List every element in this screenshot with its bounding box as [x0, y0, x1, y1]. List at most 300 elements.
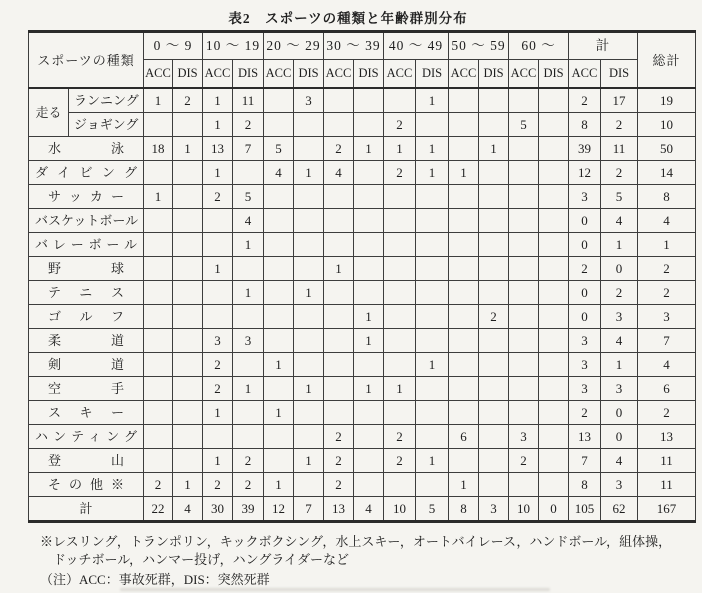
data-cell — [294, 329, 324, 353]
data-cell: 1 — [294, 377, 324, 401]
data-cell — [173, 161, 203, 185]
data-cell — [354, 281, 384, 305]
data-cell: 5 — [509, 113, 539, 137]
grand-total-header: 総計 — [638, 32, 696, 89]
data-cell: 17 — [601, 88, 638, 113]
data-cell — [509, 353, 539, 377]
data-cell: 1 — [264, 353, 294, 377]
data-cell: 8 — [569, 473, 601, 497]
data-cell — [539, 449, 569, 473]
data-cell: 2 — [569, 257, 601, 281]
data-cell — [173, 305, 203, 329]
data-cell — [539, 209, 569, 233]
data-cell: 1 — [264, 473, 294, 497]
subheader-acc: ACC — [144, 60, 173, 89]
data-cell — [144, 377, 173, 401]
data-cell — [354, 161, 384, 185]
data-cell — [479, 377, 509, 401]
data-cell — [449, 353, 479, 377]
data-cell: 8 — [449, 497, 479, 522]
data-cell: 1 — [416, 449, 449, 473]
data-cell: 1 — [203, 257, 233, 281]
row-label: ランニング — [69, 88, 144, 113]
data-cell — [233, 425, 264, 449]
data-cell — [264, 88, 294, 113]
data-cell — [294, 137, 324, 161]
data-cell — [449, 449, 479, 473]
data-cell — [479, 473, 509, 497]
data-cell: 2 — [324, 137, 354, 161]
data-cell: 2 — [384, 113, 416, 137]
data-cell — [509, 161, 539, 185]
data-cell — [449, 377, 479, 401]
data-cell — [539, 185, 569, 209]
data-cell — [354, 401, 384, 425]
data-cell — [416, 233, 449, 257]
data-cell: 1 — [203, 88, 233, 113]
data-cell: 1 — [173, 473, 203, 497]
subheader-dis: DIS — [539, 60, 569, 89]
data-cell: 6 — [638, 377, 696, 401]
col-group-header: 20 ～ 29 — [264, 32, 324, 60]
data-cell — [509, 401, 539, 425]
data-cell — [144, 257, 173, 281]
data-cell: 8 — [638, 185, 696, 209]
data-cell: 5 — [601, 185, 638, 209]
data-cell — [294, 233, 324, 257]
data-cell: 1 — [264, 401, 294, 425]
data-cell — [449, 233, 479, 257]
data-cell — [539, 353, 569, 377]
data-cell: 1 — [294, 281, 324, 305]
data-cell: 4 — [638, 209, 696, 233]
row-label: ゴルフ — [29, 305, 144, 329]
row-label: その他※ — [29, 473, 144, 497]
data-cell: 0 — [601, 257, 638, 281]
row-label: ダイビング — [29, 161, 144, 185]
row-label: 剣道 — [29, 353, 144, 377]
data-cell: 2 — [384, 449, 416, 473]
data-cell: 4 — [173, 497, 203, 522]
data-cell — [144, 449, 173, 473]
data-cell — [539, 281, 569, 305]
data-cell — [354, 113, 384, 137]
data-cell: 2 — [173, 88, 203, 113]
data-cell: 1 — [233, 233, 264, 257]
data-cell — [509, 281, 539, 305]
data-cell: 1 — [324, 257, 354, 281]
data-cell: 39 — [233, 497, 264, 522]
data-cell: 1 — [638, 233, 696, 257]
data-cell: 1 — [416, 88, 449, 113]
data-cell — [173, 449, 203, 473]
data-cell: 4 — [233, 209, 264, 233]
data-cell — [173, 425, 203, 449]
data-cell: 2 — [324, 425, 354, 449]
subheader-dis: DIS — [354, 60, 384, 89]
data-cell: 1 — [354, 137, 384, 161]
row-label: ジョギング — [69, 113, 144, 137]
data-cell: 3 — [509, 425, 539, 449]
data-cell: 3 — [233, 329, 264, 353]
data-cell — [479, 113, 509, 137]
data-cell: 3 — [569, 185, 601, 209]
data-cell — [264, 209, 294, 233]
col-group-header: 0 ～ 9 — [144, 32, 203, 60]
data-cell: 3 — [203, 329, 233, 353]
data-cell — [173, 377, 203, 401]
data-cell: 2 — [203, 377, 233, 401]
data-cell: 0 — [569, 233, 601, 257]
data-cell — [384, 473, 416, 497]
data-cell: 2 — [479, 305, 509, 329]
data-cell — [509, 305, 539, 329]
data-cell — [539, 425, 569, 449]
data-cell — [144, 161, 173, 185]
row-label: テニス — [29, 281, 144, 305]
data-cell — [449, 113, 479, 137]
data-cell — [416, 377, 449, 401]
col-group-header: 60 ～ — [509, 32, 569, 60]
data-cell: 39 — [569, 137, 601, 161]
data-cell — [264, 281, 294, 305]
data-cell: 3 — [569, 377, 601, 401]
data-cell: 1 — [416, 161, 449, 185]
data-cell — [539, 161, 569, 185]
data-cell: 1 — [479, 137, 509, 161]
col-group-header: 計 — [569, 32, 638, 60]
data-cell — [264, 305, 294, 329]
row-label: 水泳 — [29, 137, 144, 161]
data-cell — [449, 257, 479, 281]
data-cell — [509, 137, 539, 161]
data-cell — [384, 185, 416, 209]
data-cell — [173, 233, 203, 257]
data-cell: 0 — [569, 209, 601, 233]
data-cell — [539, 473, 569, 497]
data-cell: 4 — [601, 209, 638, 233]
data-cell — [509, 377, 539, 401]
data-cell — [173, 113, 203, 137]
row-label: 登山 — [29, 449, 144, 473]
data-cell — [384, 233, 416, 257]
data-cell — [144, 113, 173, 137]
data-cell: 2 — [509, 449, 539, 473]
data-cell: 167 — [638, 497, 696, 522]
data-cell — [324, 377, 354, 401]
data-cell: 62 — [601, 497, 638, 522]
subheader-dis: DIS — [601, 60, 638, 89]
data-cell — [509, 473, 539, 497]
data-cell — [324, 281, 354, 305]
data-cell — [354, 353, 384, 377]
data-cell — [384, 209, 416, 233]
data-cell: 13 — [569, 425, 601, 449]
data-cell: 10 — [509, 497, 539, 522]
data-cell: 7 — [233, 137, 264, 161]
data-cell — [416, 329, 449, 353]
data-cell: 18 — [144, 137, 173, 161]
data-cell: 3 — [601, 473, 638, 497]
data-cell: 1 — [203, 161, 233, 185]
data-cell — [354, 209, 384, 233]
data-cell — [479, 329, 509, 353]
data-cell — [479, 425, 509, 449]
data-cell — [264, 377, 294, 401]
subheader-acc: ACC — [509, 60, 539, 89]
data-cell: 2 — [569, 88, 601, 113]
data-cell — [294, 257, 324, 281]
row-label: 野球 — [29, 257, 144, 281]
subheader-dis: DIS — [479, 60, 509, 89]
data-cell — [479, 281, 509, 305]
data-cell: 3 — [569, 329, 601, 353]
subheader-acc: ACC — [264, 60, 294, 89]
data-cell — [539, 377, 569, 401]
data-cell — [509, 257, 539, 281]
data-cell: 1 — [354, 329, 384, 353]
data-cell: 2 — [324, 473, 354, 497]
data-cell: 3 — [479, 497, 509, 522]
data-cell: 1 — [203, 113, 233, 137]
data-cell — [539, 257, 569, 281]
data-cell — [416, 113, 449, 137]
data-cell — [264, 329, 294, 353]
data-cell — [324, 401, 354, 425]
data-cell: 7 — [638, 329, 696, 353]
data-cell — [449, 401, 479, 425]
subheader-dis: DIS — [233, 60, 264, 89]
data-cell — [479, 88, 509, 113]
data-cell: 11 — [638, 449, 696, 473]
data-cell — [509, 185, 539, 209]
data-cell: 4 — [638, 353, 696, 377]
data-cell — [324, 233, 354, 257]
data-cell: 2 — [638, 401, 696, 425]
data-cell — [449, 137, 479, 161]
data-cell — [173, 401, 203, 425]
data-cell — [539, 401, 569, 425]
footnote-others-line2: ドッチボール，ハンマー投げ，ハングライダーなど — [53, 552, 350, 567]
row-label: スキー — [29, 401, 144, 425]
row-label: サッカー — [29, 185, 144, 209]
col-group-header: 10 ～ 19 — [203, 32, 264, 60]
data-cell — [479, 185, 509, 209]
data-cell — [324, 353, 354, 377]
data-cell — [324, 329, 354, 353]
data-cell — [509, 233, 539, 257]
data-cell — [173, 353, 203, 377]
data-cell — [449, 281, 479, 305]
data-cell: 12 — [569, 161, 601, 185]
data-cell — [324, 113, 354, 137]
data-cell — [384, 88, 416, 113]
data-cell — [509, 209, 539, 233]
data-cell: 2 — [144, 473, 173, 497]
data-cell — [354, 257, 384, 281]
data-cell — [203, 233, 233, 257]
data-cell — [294, 113, 324, 137]
data-cell: 1 — [144, 88, 173, 113]
data-cell — [449, 209, 479, 233]
data-cell — [384, 401, 416, 425]
data-cell — [539, 113, 569, 137]
data-cell — [294, 473, 324, 497]
data-cell: 2 — [601, 281, 638, 305]
data-cell — [479, 353, 509, 377]
data-cell: 4 — [264, 161, 294, 185]
footnote-others-line1: ※レスリング，トランポリン，キックボクシング，水上スキー，オートバイレース，ハンドボール，組体操， — [40, 534, 672, 549]
data-cell — [324, 305, 354, 329]
data-cell: 13 — [324, 497, 354, 522]
row-label: 空手 — [29, 377, 144, 401]
data-cell — [233, 401, 264, 425]
data-cell — [144, 353, 173, 377]
footnote-legend: （注）ACC：事故死群，DIS：突然死群 — [40, 572, 270, 587]
data-cell: 22 — [144, 497, 173, 522]
data-cell — [173, 257, 203, 281]
data-cell: 2 — [638, 257, 696, 281]
data-cell: 1 — [203, 449, 233, 473]
data-cell — [173, 329, 203, 353]
table-body — [29, 88, 696, 522]
subheader-acc: ACC — [449, 60, 479, 89]
row-group-label: 走る — [29, 88, 69, 137]
data-cell — [144, 329, 173, 353]
col-group-header: 50 ～ 59 — [449, 32, 509, 60]
row-label: 計 — [29, 497, 144, 522]
data-cell — [416, 401, 449, 425]
data-cell — [509, 88, 539, 113]
data-cell: 0 — [539, 497, 569, 522]
sports-age-table — [28, 30, 696, 523]
data-cell — [264, 449, 294, 473]
data-cell — [173, 209, 203, 233]
data-cell — [416, 185, 449, 209]
data-cell: 5 — [416, 497, 449, 522]
data-cell — [144, 305, 173, 329]
data-cell — [173, 281, 203, 305]
data-cell — [144, 425, 173, 449]
data-cell: 11 — [638, 473, 696, 497]
data-cell — [416, 209, 449, 233]
data-cell — [294, 185, 324, 209]
data-cell: 2 — [233, 473, 264, 497]
data-cell — [449, 88, 479, 113]
data-cell — [294, 305, 324, 329]
data-cell — [324, 209, 354, 233]
col-group-header: 30 ～ 39 — [324, 32, 384, 60]
subheader-acc: ACC — [569, 60, 601, 89]
data-cell: 14 — [638, 161, 696, 185]
data-cell — [539, 233, 569, 257]
row-label: ハンティング — [29, 425, 144, 449]
data-cell — [264, 185, 294, 209]
data-cell — [144, 281, 173, 305]
data-cell — [479, 257, 509, 281]
data-cell — [449, 329, 479, 353]
data-cell: 2 — [203, 185, 233, 209]
data-cell — [384, 329, 416, 353]
data-cell — [233, 305, 264, 329]
subheader-acc: ACC — [324, 60, 354, 89]
data-cell — [539, 137, 569, 161]
data-cell — [294, 401, 324, 425]
data-cell: 1 — [233, 281, 264, 305]
data-cell — [539, 305, 569, 329]
data-cell — [479, 233, 509, 257]
data-cell: 0 — [569, 305, 601, 329]
data-cell: 7 — [569, 449, 601, 473]
data-cell: 1 — [294, 161, 324, 185]
data-cell — [203, 425, 233, 449]
data-cell — [384, 257, 416, 281]
data-cell: 2 — [384, 425, 416, 449]
data-cell — [479, 401, 509, 425]
data-cell: 4 — [601, 329, 638, 353]
data-cell — [384, 305, 416, 329]
data-cell — [264, 257, 294, 281]
data-cell: 4 — [601, 449, 638, 473]
data-cell: 1 — [601, 233, 638, 257]
data-cell — [384, 353, 416, 377]
data-cell: 3 — [601, 377, 638, 401]
data-cell: 3 — [601, 305, 638, 329]
data-cell: 0 — [601, 401, 638, 425]
data-cell: 1 — [416, 137, 449, 161]
data-cell: 1 — [294, 449, 324, 473]
data-cell — [294, 209, 324, 233]
data-cell: 1 — [449, 161, 479, 185]
data-cell: 2 — [638, 281, 696, 305]
data-cell: 3 — [638, 305, 696, 329]
data-cell — [416, 305, 449, 329]
data-cell: 2 — [233, 113, 264, 137]
data-cell — [203, 305, 233, 329]
subheader-dis: DIS — [294, 60, 324, 89]
subheader-acc: ACC — [203, 60, 233, 89]
scan-edge-artifact — [120, 588, 550, 591]
data-cell: 1 — [354, 377, 384, 401]
data-cell: 1 — [384, 137, 416, 161]
data-cell — [354, 449, 384, 473]
row-label: バスケットボール — [29, 209, 144, 233]
data-cell: 1 — [601, 353, 638, 377]
data-cell: 0 — [601, 425, 638, 449]
data-cell — [203, 209, 233, 233]
data-cell: 8 — [569, 113, 601, 137]
data-cell — [449, 185, 479, 209]
data-cell: 1 — [203, 401, 233, 425]
footnotes — [40, 533, 680, 589]
data-cell: 105 — [569, 497, 601, 522]
data-cell — [144, 401, 173, 425]
data-cell — [354, 233, 384, 257]
data-cell — [416, 425, 449, 449]
data-cell: 1 — [354, 305, 384, 329]
data-cell: 1 — [233, 377, 264, 401]
data-cell: 1 — [144, 185, 173, 209]
row-label: バレーボール — [29, 233, 144, 257]
data-cell — [264, 233, 294, 257]
data-cell — [509, 329, 539, 353]
data-cell — [384, 281, 416, 305]
subheader-dis: DIS — [416, 60, 449, 89]
table-header — [29, 32, 696, 89]
data-cell — [416, 473, 449, 497]
data-cell: 2 — [324, 449, 354, 473]
data-cell — [354, 88, 384, 113]
